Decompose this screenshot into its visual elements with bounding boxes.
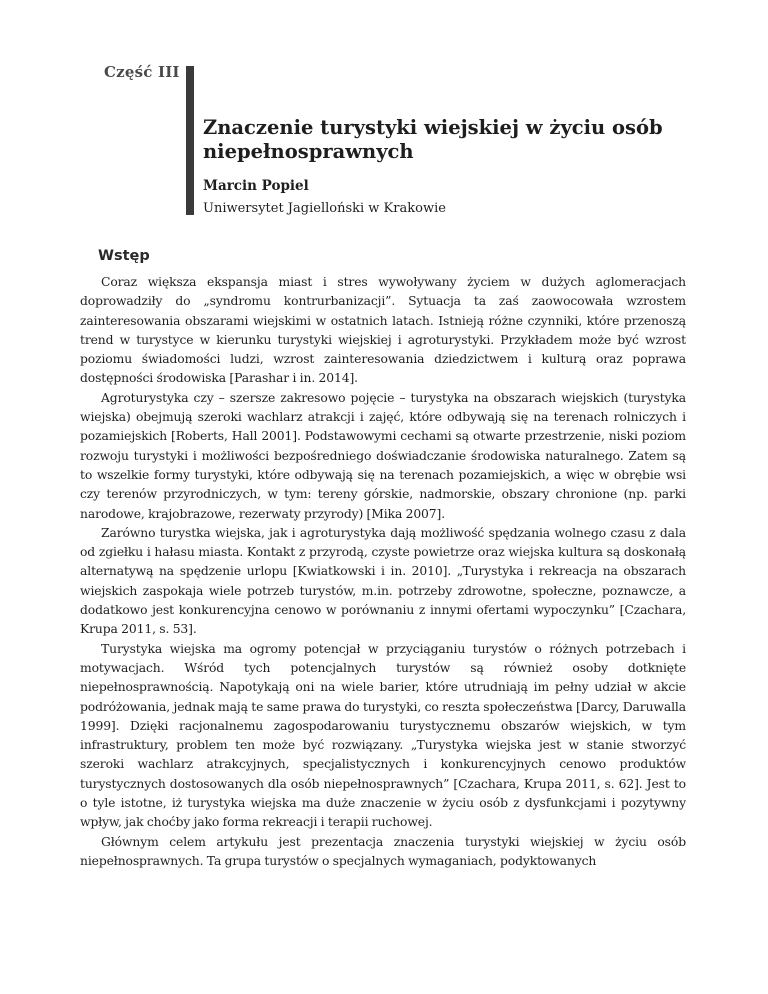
vertical-divider-bar <box>186 66 194 215</box>
author-name: Marcin Popiel <box>203 178 309 194</box>
paragraph-4: Turystyka wiejska ma ogromy potencjał w przyciąganiu turystów o różnych potrzebach i motywacjach. Wśród tych potencjalnych turystów są również osoby dotknięte niepełnosprawnością. Napotykają oni na wiele barier, które utrudniają im pełny udział w akcie podróżowania, jednak mają te same prawa do turystyki, co reszta społeczeństwa [Darcy, Daruwalla 1999]. Dzięki racjonalnemu zagospodarowaniu turystycznemu obszarów wiejskich, w tym infrastruktury, problem ten może być rozwiązany. „Turystyka wiejska jest w stanie stworzyć szeroki wachlarz atrakcyjnych, specjalistycznych i konkurencyjnych cenowo produktów turystycznych dostosowanych dla osób niepełnosprawnych” [Czachara, Krupa 2011, s. 62]. Jest to o tyle istotne, iż turystyka wiejska ma duże znaczenie w życiu osób z dysfunkcjami i pozytywny wpływ, jak choćby jako forma rekreacji i terapii ruchowej. <box>80 641 686 830</box>
part-label: Część III <box>104 63 180 81</box>
paragraph-1: Coraz większa ekspansja miast i stres wywoływany życiem w dużych aglomeracjach doprowadziły do „syndromu kontrurbanizacji”. Sytuacja ta zaś zaowocowała wzrostem zainteresowania obszarami wiejskimi w ostatnich latach. Istnieją różne czynniki, które przenoszą trend w turystyce w kierunku turystyki wiejskiej i agroturystyki. Przykładem może być wzrost poziomu świadomości ludzi, wzrost zainteresowania dziedzictwem i kulturą oraz poprawa dostępności środowiska [Parashar i in. 2014]. <box>80 275 686 386</box>
section-heading: Wstęp <box>98 248 150 264</box>
paragraph-2: Agroturystyka czy – szersze zakresowo pojęcie – turystyka na obszarach wiejskich (turystyka wiejska) obejmują szeroki wachlarz atrakcji i zajęć, które odbywają się na terenach rolniczych i pozamiejskich [Roberts, Hall 2001]. Podstawowymi cechami są otwarte przestrzenie, niski poziom rozwoju turystyki i możliwości bezpośredniego doświadczanie środowiska naturalnego. Zatem są to wszelkie formy turystyki, które odbywają się na terenach pozamiejskich, a więc w obrębie wsi czy terenów przyrodniczych, w tym: tereny górskie, nadmorskie, obszary chronione (np. parki narodowe, krajobrazowe, rezerwaty przyrody) [Mika 2007]. <box>80 390 686 521</box>
paragraph-5: Głównym celem artykułu jest prezentacja znaczenia turystyki wiejskiej w życiu osób niepełnosprawnych. Ta grupa turystów o specjalnych wymaganiach, podyktowanych <box>80 834 686 868</box>
body-text <box>80 273 686 871</box>
paragraph-3: Zarówno turystka wiejska, jak i agroturystyka dają możliwość spędzania wolnego czasu z dala od zgiełku i hałasu miasta. Kontakt z przyrodą, czyste powietrze oraz wiejska kultura są doskonałą alternatywą na spędzenie urlopu [Kwiatkowski i in. 2010]. „Turystyka i rekreacja na obszarach wiejskich zaspokaja wiele potrzeb turystów, m.in. potrzeby zdrowotne, społeczne, poznawcze, a dodatkowo jest konkurencyjna cenowo w porównaniu z innymi ofertami wypoczynku” [Czachara, Krupa 2011, s. 53]. <box>80 525 686 637</box>
author-affiliation: Uniwersytet Jagielloński w Krakowie <box>203 201 446 216</box>
article-title: Znaczenie turystyki wiejskiej w życiu osób niepełnosprawnych <box>203 116 663 163</box>
